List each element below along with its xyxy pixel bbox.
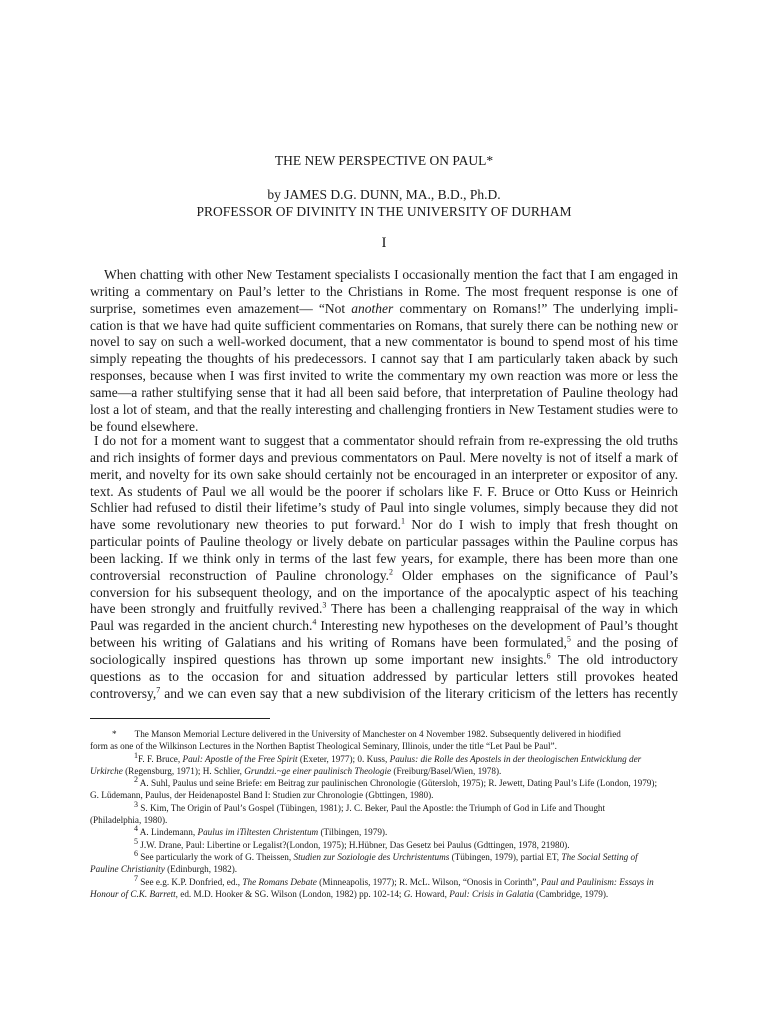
footnote-ref[interactable]: 3 bbox=[322, 600, 327, 610]
footnote-4: $^4$ A. Lindemann, Paulus im iTiltesten Christentum (Tilbingen, 1979). bbox=[134, 824, 388, 838]
footnote-1-cont: Urkirche (Regensburg, 1971); H. Schlier, Grundzi.~ge einer paulinisch Theologie (Freiburg/Basel/Wien, 1978). bbox=[90, 765, 502, 776]
footnotes bbox=[90, 728, 678, 900]
text-line: sociologically inspired questions has thrown up some important new insights.$^6$ The old introductory bbox=[90, 651, 678, 667]
footnote-2-cont: G. Lüdemann, Paulus, der Heidenapostel Band I: Studien zur Chronologie (Gbttingen, 1980). bbox=[90, 790, 434, 801]
text-line: particular points of Pauline theology or lively debate on particular passages within the Pauline corpus has bbox=[90, 534, 678, 550]
footnote-7-cont: Honour of C.K. Barrett, ed. M.D. Hooker & SG. Wilson (London, 1982) pp. 102-14; G. Howard, Paul: Crisis in Galatia (Cambridge, 1979). bbox=[90, 888, 609, 899]
text-line: and rich insights of former days and previous commentators on Paul. Mere novelty is not of itself a mark of bbox=[90, 449, 678, 465]
footnote-star: * The Manson Memorial Lecture delivered in the University of Manchester on 4 November 1982. Subsequently delivered in hiodified bbox=[112, 729, 621, 739]
text-line: have some revolutionary new theories to put forward.$^1$ Nor do I wish to imply that fresh thought on bbox=[90, 516, 678, 533]
author-affiliation: PROFESSOR OF DIVINITY IN THE UNIVERSITY OF DURHAM bbox=[196, 204, 572, 219]
footnote-ref[interactable]: 6 bbox=[546, 651, 551, 661]
footnote-ref[interactable]: 1 bbox=[400, 516, 405, 526]
text-line: lost a lot of steam, and that the really interesting and challenging frontiers in New Testament studies were to bbox=[90, 401, 678, 417]
emphasis: another bbox=[351, 300, 394, 316]
footnote-5: $^5$ J.W. Drane, Paul: Libertine or Legalist?(London, 1975); H.Hübner, Das Gesetz bei Paulus (Gdttingen, 1978, 21980). bbox=[134, 836, 570, 850]
text-line: writing a commentary on Paul’s letter to the Christians in Rome. The most frequent response is one of bbox=[90, 283, 678, 299]
text-line: conversion for his subsequent theology, and on the importance of the apocalyptic aspect of his teaching bbox=[90, 584, 678, 600]
footnote-1: $^1$F. F. Bruce, Paul: Apostle of the Free Spirit (Exeter, 1977); 0. Kuss, Paulus: die Rolle des Apostels in der theologischen Entwicklung der bbox=[134, 750, 642, 764]
footnote-ref[interactable]: 4 bbox=[312, 617, 317, 627]
text-line: have been strongly and fruitfully revived.$^3$ There has been a challenging reappraisal of the way in which bbox=[90, 600, 678, 617]
text-line: surprise, sometimes even amazement— “Not another commentary on Romans!” The underlying impli- bbox=[90, 300, 678, 316]
footnote-6: $^6$ See particularly the work of G. Theissen, Studien zur Soziologie des Urchristentums (Tübingen, 1979), partial ET, The Social Setting of bbox=[134, 848, 638, 862]
footnote-3: $^3$ S. Kim, The Origin of Paul’s Gospel (Tübingen, 1981); J. C. Beker, Paul the Apostle: the Triumph of God in Life and Thought bbox=[134, 799, 606, 813]
text-line: Paul was regarded in the ancient church.$^4$ Interesting new hypotheses on the development of Paul’s thought bbox=[90, 617, 679, 634]
footnote-star-cont: form as one of the Wilkinson Lectures in the Northen Baptist Theological Seminary, Illinois, under the title “Let Paul be Paul”. bbox=[90, 741, 557, 752]
footnote-7: $^7$ See e.g. K.P. Donfried, ed., The Romans Debate (Minneapolis, 1977); R. McL. Wilson, “Onosis in Corinth”, Paul and Paulinism: Essays in bbox=[134, 873, 654, 887]
text-line: responses, because when I was first invited to write the commentary my own reaction was more or less the bbox=[90, 368, 678, 384]
paragraph-2 bbox=[90, 433, 678, 703]
text-line: simply repeating the thoughts of his predecessors. I cannot say that I am particularly taken aback by such bbox=[90, 351, 678, 367]
text-line: I do not for a moment want to suggest that a commentator should refrain from re-expressing the old truths bbox=[94, 433, 678, 448]
footnote-ref[interactable]: 5 bbox=[566, 634, 571, 644]
text-line: cation is that we have had quite sufficient commentaries on Romans, that surely there can be nothing new or bbox=[90, 317, 678, 333]
article-title: THE NEW PERSPECTIVE ON PAUL* bbox=[274, 153, 494, 168]
text-line: controversy,$^7$ and we can even say that a new subdivision of the literary criticism of the letters has recently bbox=[90, 685, 678, 701]
paragraph-1 bbox=[90, 267, 678, 435]
text-line: between his writing of Galatians and his writing of Romans have been formulated,$^5$ and the posing of bbox=[90, 634, 678, 651]
footnote-6-cont: Pauline Christianity (Edinburgh, 1982). bbox=[90, 864, 238, 875]
footnote-ref[interactable]: 2 bbox=[389, 567, 394, 577]
text-line: be found elsewhere. bbox=[90, 418, 199, 434]
footnote-3-cont: (Philadelphia, 1980). bbox=[90, 815, 168, 826]
author-byline: by JAMES D.G. DUNN, MA., B.D., Ph.D. bbox=[267, 187, 501, 202]
footnote-divider bbox=[90, 718, 270, 719]
text-line: text. As students of Paul we all would be the poorer if scholars like F. F. Bruce or Otto Kuss or Heinrich bbox=[90, 483, 678, 499]
footnote-2: $^2$ A. Suhl, Paulus und seine Briefe: em Beitrag zur paulinischen Chronologie (Gütersloh, 1975); R. Jewett, Dating Paul’s Life (London, 1979); bbox=[134, 775, 658, 789]
text-line: controversial reconstruction of Pauline chronology.$^2$ Older emphases on the significance of Paul’s bbox=[90, 567, 679, 583]
text-line: same—a rather stultifying sense that it had all been said before, that interpretation of Pauline theology had bbox=[90, 384, 678, 400]
text-line: Schlier had refused to distil their lifetime’s study of Paul into single volumes, simply because they did not bbox=[90, 500, 678, 516]
footnote-ref[interactable]: 7 bbox=[156, 685, 161, 695]
text-line: novel to say on such a well-worked document, that a new commentator is bound to spend most of his time bbox=[90, 334, 678, 350]
section-number: I bbox=[381, 235, 387, 251]
text-line: merit, and novelty for its own sake should certainly not be encouraged in an interpreter or expositor of any. bbox=[90, 466, 678, 482]
text-line: been lacking. If we think only in terms of the last few years, for example, there has been more than one bbox=[90, 550, 678, 566]
text-line: When chatting with other New Testament specialists I occasionally mention the fact that I am engaged in bbox=[104, 267, 678, 282]
text-line: questions as to the occasion for and situation addressed by particular letters still provokes heated bbox=[90, 668, 678, 684]
